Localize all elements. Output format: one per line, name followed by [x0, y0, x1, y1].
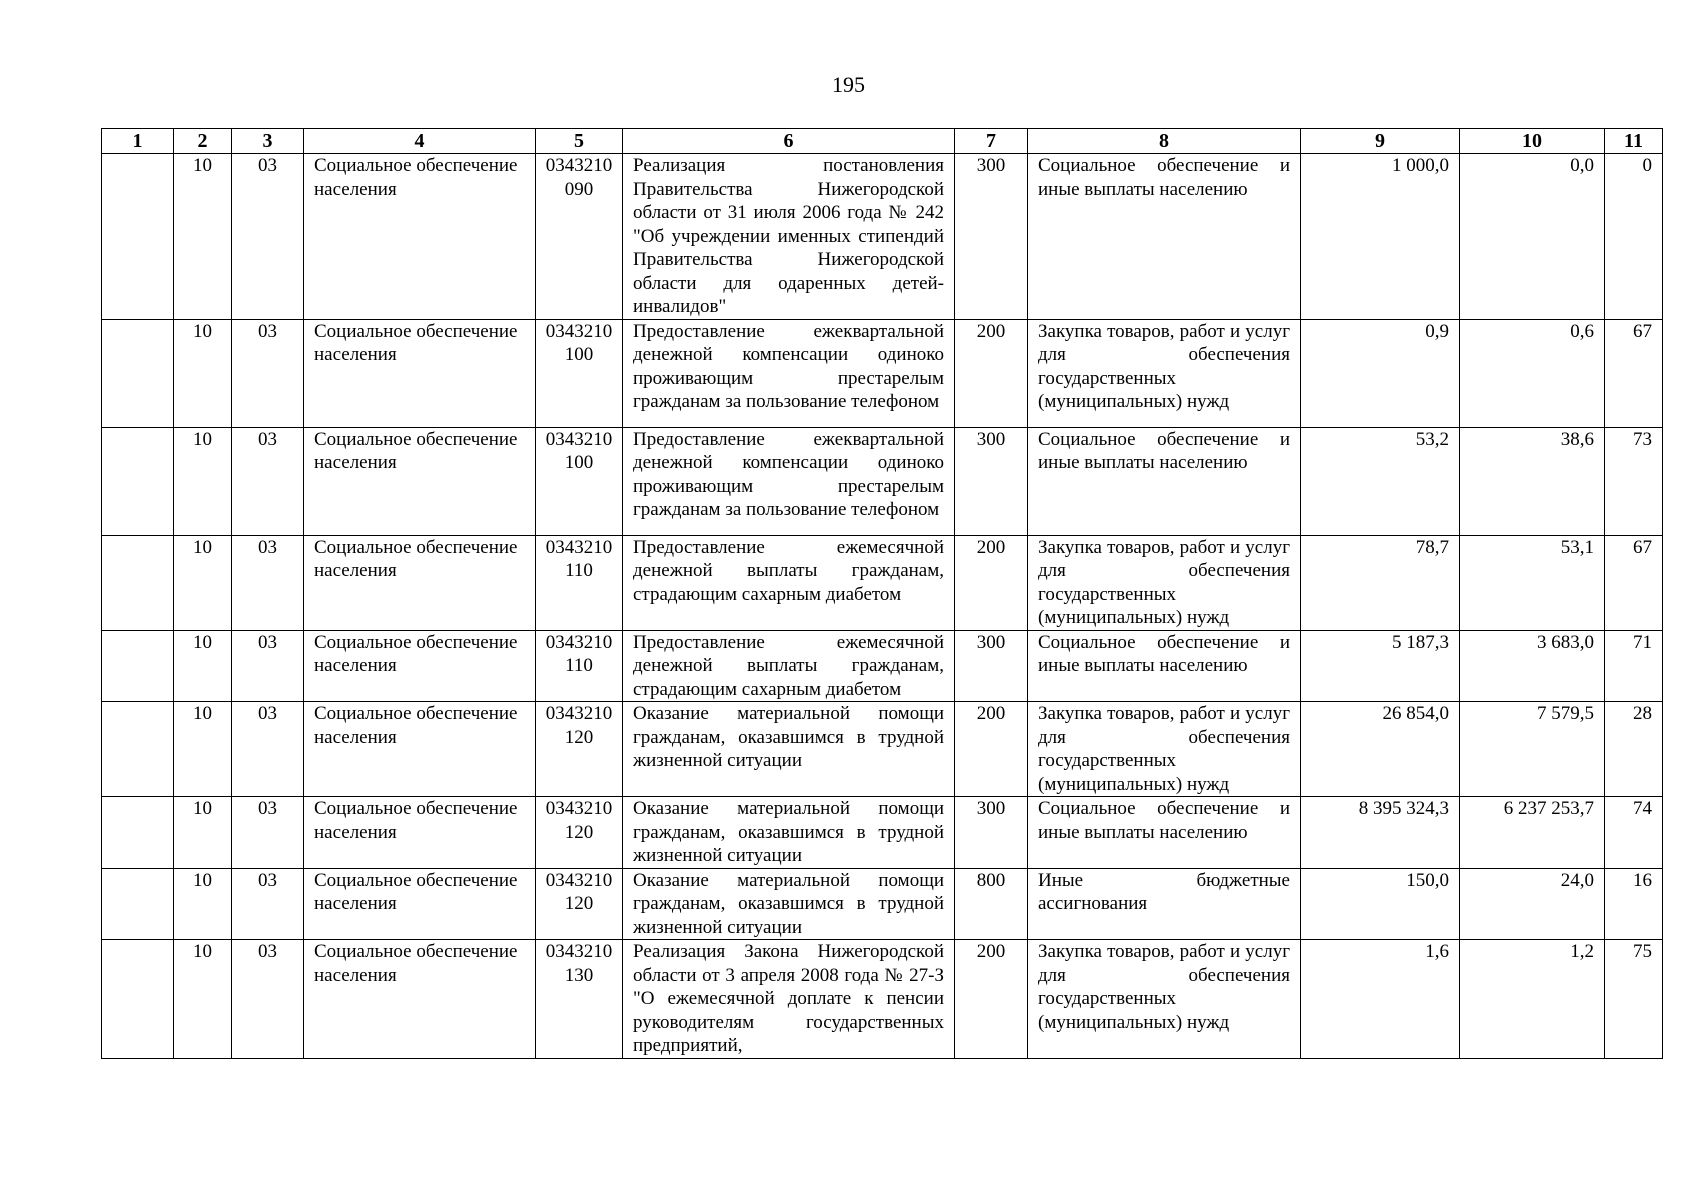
cell-plan-amount: 53,2 — [1301, 427, 1460, 535]
cell-target-name: Предоставление ежемесячной денежной выплаты гражданам, страдающим сахарным диабетом — [623, 535, 955, 630]
cell-section: 10 — [174, 535, 232, 630]
table-row — [102, 940, 1663, 1059]
cell-target-name: Предоставление ежеквартальной денежной компенсации одиноко проживающим престарелым гражданам за пользование телефоном — [623, 319, 955, 427]
cell-number — [102, 797, 174, 869]
header-row — [102, 129, 1663, 154]
cell-number — [102, 535, 174, 630]
cell-target-code: 0343210120 — [536, 868, 623, 940]
cell-target-name: Оказание материальной помощи гражданам, оказавшимся в трудной жизненной ситуации — [623, 868, 955, 940]
cell-expense-type-name: Социальное обеспечение и иные выплаты населению — [1028, 154, 1301, 320]
column-header-9: 9 — [1301, 129, 1460, 154]
cell-percent: 71 — [1605, 630, 1663, 702]
cell-target-code: 0343210100 — [536, 319, 623, 427]
cell-number — [102, 427, 174, 535]
cell-plan-amount: 1,6 — [1301, 940, 1460, 1059]
cell-section: 10 — [174, 154, 232, 320]
cell-section: 10 — [174, 630, 232, 702]
cell-number — [102, 940, 174, 1059]
cell-plan-amount: 150,0 — [1301, 868, 1460, 940]
cell-plan-amount: 1 000,0 — [1301, 154, 1460, 320]
column-header-10: 10 — [1460, 129, 1605, 154]
cell-expense-type-name: Социальное обеспечение и иные выплаты населению — [1028, 427, 1301, 535]
table-row — [102, 630, 1663, 702]
cell-expense-type: 300 — [955, 154, 1028, 320]
cell-expense-type-name: Социальное обеспечение и иные выплаты населению — [1028, 797, 1301, 869]
table-row — [102, 702, 1663, 797]
cell-number — [102, 630, 174, 702]
table-body — [102, 154, 1663, 1059]
cell-plan-amount: 0,9 — [1301, 319, 1460, 427]
cell-expense-type-name: Иные бюджетные ассигнования — [1028, 868, 1301, 940]
cell-plan-amount: 8 395 324,3 — [1301, 797, 1460, 869]
table-row — [102, 797, 1663, 869]
cell-target-code: 0343210130 — [536, 940, 623, 1059]
table-row — [102, 868, 1663, 940]
cell-actual-amount: 0,6 — [1460, 319, 1605, 427]
cell-percent: 16 — [1605, 868, 1663, 940]
cell-section: 10 — [174, 319, 232, 427]
cell-actual-amount: 1,2 — [1460, 940, 1605, 1059]
cell-actual-amount: 0,0 — [1460, 154, 1605, 320]
cell-actual-amount: 6 237 253,7 — [1460, 797, 1605, 869]
cell-expense-type-name: Социальное обеспечение и иные выплаты населению — [1028, 630, 1301, 702]
cell-percent: 0 — [1605, 154, 1663, 320]
cell-subsection-name: Социальное обеспечение населения — [304, 630, 536, 702]
table-row — [102, 427, 1663, 535]
cell-expense-type: 200 — [955, 940, 1028, 1059]
cell-section: 10 — [174, 797, 232, 869]
cell-actual-amount: 53,1 — [1460, 535, 1605, 630]
column-header-11: 11 — [1605, 129, 1663, 154]
cell-subsection: 03 — [232, 868, 304, 940]
column-header-5: 5 — [536, 129, 623, 154]
cell-target-name: Оказание материальной помощи гражданам, оказавшимся в трудной жизненной ситуации — [623, 702, 955, 797]
cell-target-code: 0343210110 — [536, 535, 623, 630]
cell-expense-type-name: Закупка товаров, работ и услуг для обеспечения государственных (муниципальных) нужд — [1028, 319, 1301, 427]
cell-percent: 75 — [1605, 940, 1663, 1059]
cell-subsection: 03 — [232, 154, 304, 320]
cell-plan-amount: 5 187,3 — [1301, 630, 1460, 702]
table-row — [102, 319, 1663, 427]
cell-subsection-name: Социальное обеспечение населения — [304, 319, 536, 427]
cell-section: 10 — [174, 427, 232, 535]
table-row — [102, 154, 1663, 320]
cell-subsection-name: Социальное обеспечение населения — [304, 154, 536, 320]
column-header-3: 3 — [232, 129, 304, 154]
cell-expense-type: 300 — [955, 427, 1028, 535]
table-row — [102, 535, 1663, 630]
cell-target-code: 0343210110 — [536, 630, 623, 702]
cell-percent: 73 — [1605, 427, 1663, 535]
cell-expense-type-name: Закупка товаров, работ и услуг для обеспечения государственных (муниципальных) нужд — [1028, 940, 1301, 1059]
cell-subsection: 03 — [232, 940, 304, 1059]
cell-number — [102, 702, 174, 797]
cell-section: 10 — [174, 702, 232, 797]
column-header-8: 8 — [1028, 129, 1301, 154]
cell-subsection: 03 — [232, 427, 304, 535]
column-header-2: 2 — [174, 129, 232, 154]
cell-subsection: 03 — [232, 797, 304, 869]
cell-number — [102, 319, 174, 427]
cell-target-name: Предоставление ежеквартальной денежной компенсации одиноко проживающим престарелым гражданам за пользование телефоном — [623, 427, 955, 535]
cell-plan-amount: 26 854,0 — [1301, 702, 1460, 797]
column-header-1: 1 — [102, 129, 174, 154]
cell-target-name: Оказание материальной помощи гражданам, оказавшимся в трудной жизненной ситуации — [623, 797, 955, 869]
cell-percent: 28 — [1605, 702, 1663, 797]
cell-target-code: 0343210120 — [536, 702, 623, 797]
cell-subsection: 03 — [232, 535, 304, 630]
cell-expense-type: 200 — [955, 702, 1028, 797]
cell-actual-amount: 7 579,5 — [1460, 702, 1605, 797]
cell-percent: 67 — [1605, 319, 1663, 427]
cell-subsection-name: Социальное обеспечение населения — [304, 427, 536, 535]
cell-subsection-name: Социальное обеспечение населения — [304, 940, 536, 1059]
cell-expense-type-name: Закупка товаров, работ и услуг для обеспечения государственных (муниципальных) нужд — [1028, 702, 1301, 797]
cell-expense-type: 300 — [955, 797, 1028, 869]
cell-target-name: Реализация Закона Нижегородской области от 3 апреля 2008 года № 27-З "О ежемесячной доплате к пенсии руководителям государственных предприятий, — [623, 940, 955, 1059]
cell-target-code: 0343210090 — [536, 154, 623, 320]
cell-number — [102, 154, 174, 320]
cell-subsection-name: Социальное обеспечение населения — [304, 797, 536, 869]
cell-subsection: 03 — [232, 319, 304, 427]
column-header-4: 4 — [304, 129, 536, 154]
cell-percent: 74 — [1605, 797, 1663, 869]
cell-subsection-name: Социальное обеспечение населения — [304, 702, 536, 797]
cell-percent: 67 — [1605, 535, 1663, 630]
budget-table — [101, 128, 1663, 1059]
cell-actual-amount: 3 683,0 — [1460, 630, 1605, 702]
cell-section: 10 — [174, 868, 232, 940]
cell-target-code: 0343210100 — [536, 427, 623, 535]
cell-target-code: 0343210120 — [536, 797, 623, 869]
cell-subsection-name: Социальное обеспечение населения — [304, 535, 536, 630]
column-header-7: 7 — [955, 129, 1028, 154]
cell-target-name: Реализация постановления Правительства Нижегородской области от 31 июля 2006 года № 242 "Об учреждении именных стипендий Правительства Нижегородской области для одаренных детей-инвалидов" — [623, 154, 955, 320]
cell-expense-type: 200 — [955, 535, 1028, 630]
cell-section: 10 — [174, 940, 232, 1059]
cell-actual-amount: 24,0 — [1460, 868, 1605, 940]
cell-subsection: 03 — [232, 630, 304, 702]
page-number: 195 — [832, 72, 865, 97]
column-header-6: 6 — [623, 129, 955, 154]
cell-subsection-name: Социальное обеспечение населения — [304, 868, 536, 940]
cell-number — [102, 868, 174, 940]
cell-target-name: Предоставление ежемесячной денежной выплаты гражданам, страдающим сахарным диабетом — [623, 630, 955, 702]
cell-plan-amount: 78,7 — [1301, 535, 1460, 630]
cell-expense-type: 300 — [955, 630, 1028, 702]
cell-expense-type-name: Закупка товаров, работ и услуг для обеспечения государственных (муниципальных) нужд — [1028, 535, 1301, 630]
cell-expense-type: 800 — [955, 868, 1028, 940]
cell-expense-type: 200 — [955, 319, 1028, 427]
cell-subsection: 03 — [232, 702, 304, 797]
cell-actual-amount: 38,6 — [1460, 427, 1605, 535]
